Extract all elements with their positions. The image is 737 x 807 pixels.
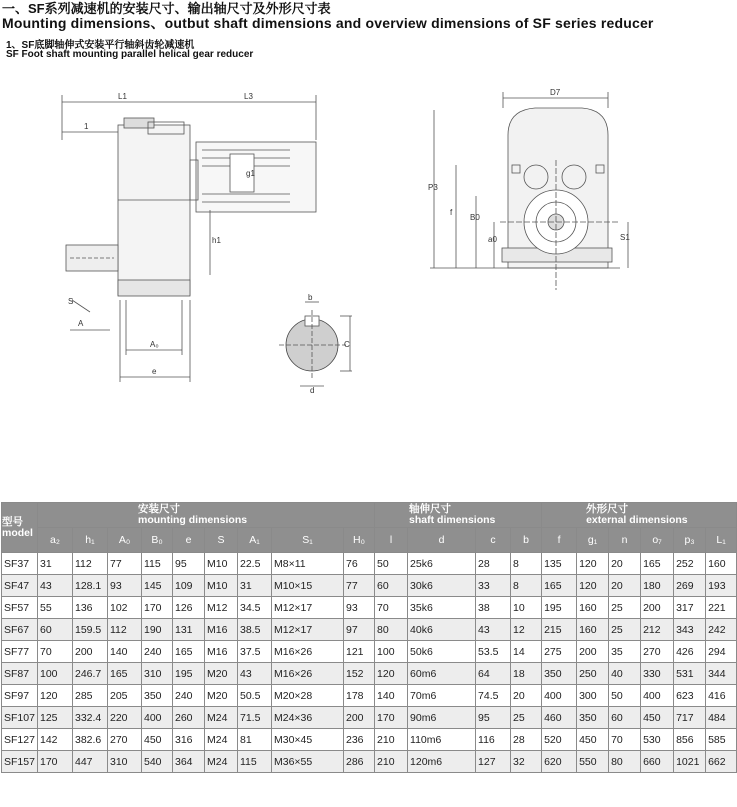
- table-cell: 215: [542, 619, 577, 641]
- table-cell: M20: [205, 663, 238, 685]
- col-header: g₁: [577, 528, 609, 553]
- table-cell: 165: [542, 575, 577, 597]
- table-row: [2, 619, 737, 641]
- table-cell: 585: [706, 729, 737, 751]
- table-cell: 53.5: [476, 641, 511, 663]
- group-mounting-en: mounting dimensions: [138, 514, 248, 526]
- table-cell: 316: [173, 729, 205, 751]
- table-cell: 160: [577, 619, 609, 641]
- label-l3: L3: [244, 92, 253, 101]
- table-cell: 550: [577, 751, 609, 773]
- model-header-en: model: [2, 526, 33, 539]
- table-cell: 136: [73, 597, 108, 619]
- table-cell: 35k6: [408, 597, 476, 619]
- table-cell: 350: [142, 685, 173, 707]
- label-h1: h1: [212, 236, 221, 245]
- table-cell: 350: [542, 663, 577, 685]
- col-header: e: [173, 528, 205, 553]
- table-cell: 120m6: [408, 751, 476, 773]
- table-cell: 100: [38, 663, 73, 685]
- table-cell: 31: [238, 575, 272, 597]
- label-s: S: [68, 297, 74, 306]
- table-cell: 95: [173, 553, 205, 575]
- table-cell: 43: [38, 575, 73, 597]
- table-cell: 364: [173, 751, 205, 773]
- table-cell: 270: [641, 641, 674, 663]
- table-row: [2, 729, 737, 751]
- label-s1: S1: [620, 233, 630, 242]
- table-cell: 110m6: [408, 729, 476, 751]
- col-header: S: [205, 528, 238, 553]
- label-d: d: [310, 386, 315, 395]
- table-cell: M24×36: [272, 707, 344, 729]
- model-header-cn: 型号: [2, 515, 23, 528]
- table-cell: 450: [577, 729, 609, 751]
- table-cell: M24: [205, 707, 238, 729]
- col-header: n: [609, 528, 641, 553]
- model-header: [2, 503, 38, 553]
- col-header: c: [476, 528, 511, 553]
- table-cell: M16×26: [272, 663, 344, 685]
- table-cell: 31: [38, 553, 73, 575]
- col-header: d: [408, 528, 476, 553]
- label-e: e: [152, 367, 157, 376]
- table-row: [2, 641, 737, 663]
- table-cell: 460: [542, 707, 577, 729]
- group-external-en: external dimensions: [586, 514, 688, 526]
- table-cell: 77: [344, 575, 375, 597]
- model-cell: SF97: [2, 685, 38, 707]
- table-cell: 131: [173, 619, 205, 641]
- table-cell: 115: [142, 553, 173, 575]
- label-one: 1: [84, 122, 89, 131]
- label-a0: A₀: [150, 340, 159, 349]
- table-cell: 350: [577, 707, 609, 729]
- table-cell: 426: [674, 641, 706, 663]
- group-header-external: [542, 503, 737, 528]
- table-cell: 116: [476, 729, 511, 751]
- col-header: B₀: [142, 528, 173, 553]
- table-cell: 120: [375, 663, 408, 685]
- table-cell: 22.5: [238, 553, 272, 575]
- table-cell: 623: [674, 685, 706, 707]
- table-row: [2, 685, 737, 707]
- table-cell: 93: [344, 597, 375, 619]
- table-cell: 80: [609, 751, 641, 773]
- table-cell: 662: [706, 751, 737, 773]
- label-b0: B0: [470, 213, 480, 222]
- table-cell: 520: [542, 729, 577, 751]
- table-cell: 212: [641, 619, 674, 641]
- table-cell: 195: [542, 597, 577, 619]
- table-cell: 310: [108, 751, 142, 773]
- reducer-technical-drawing: [0, 80, 721, 400]
- table-cell: 10: [511, 597, 542, 619]
- table-cell: 856: [674, 729, 706, 751]
- model-cell: SF87: [2, 663, 38, 685]
- table-row: [2, 553, 737, 575]
- table-cell: 236: [344, 729, 375, 751]
- table-cell: 121: [344, 641, 375, 663]
- table-cell: 33: [476, 575, 511, 597]
- table-cell: 270: [108, 729, 142, 751]
- table-cell: 28: [476, 553, 511, 575]
- table-cell: 20: [511, 685, 542, 707]
- table-cell: 80: [375, 619, 408, 641]
- table-cell: 77: [108, 553, 142, 575]
- col-header: f: [542, 528, 577, 553]
- table-cell: 120: [577, 575, 609, 597]
- table-cell: 70: [375, 597, 408, 619]
- main-title-en: Mounting dimensions、outbut shaft dimensions and overview dimensions of SF series reducer: [2, 15, 654, 31]
- table-cell: 8: [511, 575, 542, 597]
- table-cell: 20: [609, 575, 641, 597]
- table-cell: 165: [173, 641, 205, 663]
- table-cell: M24: [205, 729, 238, 751]
- group-header-shaft: [375, 503, 542, 528]
- table-cell: 40: [609, 663, 641, 685]
- table-cell: 200: [641, 597, 674, 619]
- label-a0b: a0: [488, 235, 497, 244]
- table-cell: M10×15: [272, 575, 344, 597]
- model-cell: SF37: [2, 553, 38, 575]
- table-cell: M30×45: [272, 729, 344, 751]
- table-cell: 200: [577, 641, 609, 663]
- table-cell: 43: [476, 619, 511, 641]
- table-cell: 20: [609, 553, 641, 575]
- table-cell: 100: [375, 641, 408, 663]
- table-body: [2, 553, 737, 773]
- table-cell: 140: [375, 685, 408, 707]
- table-cell: 170: [142, 597, 173, 619]
- group-shaft-en: shaft dimensions: [409, 514, 496, 526]
- table-cell: 450: [641, 707, 674, 729]
- table-cell: 25: [511, 707, 542, 729]
- table-cell: M12×17: [272, 619, 344, 641]
- table-cell: 246.7: [73, 663, 108, 685]
- table-cell: 95: [476, 707, 511, 729]
- col-header: o₇: [641, 528, 674, 553]
- table-cell: 240: [173, 685, 205, 707]
- table-cell: 152: [344, 663, 375, 685]
- model-cell: SF57: [2, 597, 38, 619]
- table-cell: 310: [142, 663, 173, 685]
- table-cell: 145: [142, 575, 173, 597]
- table-cell: M12×17: [272, 597, 344, 619]
- table-cell: M10: [205, 553, 238, 575]
- table-cell: 285: [73, 685, 108, 707]
- table-cell: 540: [142, 751, 173, 773]
- table-cell: 165: [108, 663, 142, 685]
- table-cell: 300: [577, 685, 609, 707]
- table-cell: M16: [205, 619, 238, 641]
- group-mounting-cn: 安装尺寸: [138, 503, 180, 515]
- table-cell: 531: [674, 663, 706, 685]
- label-p3: P3: [428, 183, 438, 192]
- table-cell: 125: [38, 707, 73, 729]
- table-cell: 8: [511, 553, 542, 575]
- label-a: A: [78, 319, 84, 328]
- table-cell: 50.5: [238, 685, 272, 707]
- table-cell: 34.5: [238, 597, 272, 619]
- table-cell: 260: [173, 707, 205, 729]
- table-cell: 90m6: [408, 707, 476, 729]
- label-b: b: [308, 293, 313, 302]
- column-header-row: [2, 528, 737, 553]
- col-header: l: [375, 528, 408, 553]
- table-cell: 97: [344, 619, 375, 641]
- table-cell: 32: [511, 751, 542, 773]
- table-cell: 81: [238, 729, 272, 751]
- table-cell: 717: [674, 707, 706, 729]
- table-cell: 38.5: [238, 619, 272, 641]
- table-cell: 447: [73, 751, 108, 773]
- col-header: h₁: [73, 528, 108, 553]
- section-title-en: SF Foot shaft mounting parallel helical gear reducer: [6, 49, 254, 60]
- model-cell: SF107: [2, 707, 38, 729]
- end-view: [430, 92, 628, 290]
- table-cell: 1021: [674, 751, 706, 773]
- table-cell: 210: [375, 729, 408, 751]
- table-cell: 269: [674, 575, 706, 597]
- label-c: C: [344, 340, 350, 349]
- table-cell: 242: [706, 619, 737, 641]
- table-row: [2, 707, 737, 729]
- table-cell: 74.5: [476, 685, 511, 707]
- table-cell: 37.5: [238, 641, 272, 663]
- table-cell: 50: [375, 553, 408, 575]
- table-cell: 120: [38, 685, 73, 707]
- table-cell: 112: [108, 619, 142, 641]
- table-cell: 330: [641, 663, 674, 685]
- table-cell: 50k6: [408, 641, 476, 663]
- table-cell: 102: [108, 597, 142, 619]
- table-cell: 135: [542, 553, 577, 575]
- table-cell: 286: [344, 751, 375, 773]
- table-cell: 70: [609, 729, 641, 751]
- label-g1: g1: [246, 169, 255, 178]
- table-cell: 180: [641, 575, 674, 597]
- table-cell: 200: [73, 641, 108, 663]
- group-external-cn: 外形尺寸: [586, 503, 629, 515]
- table-cell: 160: [577, 597, 609, 619]
- table-cell: 93: [108, 575, 142, 597]
- table-cell: 165: [641, 553, 674, 575]
- table-cell: M16: [205, 641, 238, 663]
- col-header: A₀: [108, 528, 142, 553]
- table-cell: 60: [609, 707, 641, 729]
- table-cell: 30k6: [408, 575, 476, 597]
- table-cell: M20: [205, 685, 238, 707]
- table-cell: 126: [173, 597, 205, 619]
- table-cell: 400: [542, 685, 577, 707]
- table-cell: 160: [706, 553, 737, 575]
- label-f: f: [450, 208, 453, 217]
- table-cell: 382.6: [73, 729, 108, 751]
- col-header: L₁: [706, 528, 737, 553]
- table-cell: 35: [609, 641, 641, 663]
- col-header: p₃: [674, 528, 706, 553]
- table-cell: M10: [205, 575, 238, 597]
- label-d7: D7: [550, 88, 561, 97]
- table-cell: 25: [609, 597, 641, 619]
- side-view: [62, 95, 316, 382]
- table-cell: 344: [706, 663, 737, 685]
- table-row: [2, 575, 737, 597]
- table-cell: 220: [108, 707, 142, 729]
- table-cell: 620: [542, 751, 577, 773]
- table-cell: 115: [238, 751, 272, 773]
- table-cell: 142: [38, 729, 73, 751]
- table-cell: 128.1: [73, 575, 108, 597]
- table-cell: 210: [375, 751, 408, 773]
- table-row: [2, 663, 737, 685]
- table-cell: 60: [375, 575, 408, 597]
- table-cell: 112: [73, 553, 108, 575]
- table-cell: 18: [511, 663, 542, 685]
- table-cell: 64: [476, 663, 511, 685]
- model-cell: SF47: [2, 575, 38, 597]
- table-cell: 240: [142, 641, 173, 663]
- table-cell: 109: [173, 575, 205, 597]
- table-cell: 60: [38, 619, 73, 641]
- table-cell: 43: [238, 663, 272, 685]
- col-header: a₂: [38, 528, 73, 553]
- table-cell: 28: [511, 729, 542, 751]
- table-cell: 416: [706, 685, 737, 707]
- table-row: [2, 597, 737, 619]
- table-cell: 660: [641, 751, 674, 773]
- table-cell: 70: [38, 641, 73, 663]
- table-cell: 200: [344, 707, 375, 729]
- table-cell: 193: [706, 575, 737, 597]
- col-header: b: [511, 528, 542, 553]
- col-header: H₀: [344, 528, 375, 553]
- table-cell: 25k6: [408, 553, 476, 575]
- model-cell: SF157: [2, 751, 38, 773]
- col-header: S₁: [272, 528, 344, 553]
- table-cell: 205: [108, 685, 142, 707]
- dimensions-table: [1, 502, 737, 773]
- table-cell: 55: [38, 597, 73, 619]
- table-cell: 190: [142, 619, 173, 641]
- main-title-cn: 一、SF系列减速机的安装尺寸、输出轴尺寸及外形尺寸表: [2, 1, 331, 16]
- table-cell: 221: [706, 597, 737, 619]
- table-cell: 275: [542, 641, 577, 663]
- table-cell: 332.4: [73, 707, 108, 729]
- table-cell: 294: [706, 641, 737, 663]
- table-cell: 40k6: [408, 619, 476, 641]
- table-row: [2, 751, 737, 773]
- group-header-mounting: [38, 503, 375, 528]
- col-header: A₁: [238, 528, 272, 553]
- table-cell: 14: [511, 641, 542, 663]
- table-cell: 120: [577, 553, 609, 575]
- table-cell: 450: [142, 729, 173, 751]
- section-title-cn: 1、SF底脚轴伸式安装平行轴斜齿轮减速机: [6, 40, 195, 51]
- model-cell: SF127: [2, 729, 38, 751]
- shaft-section: [279, 302, 352, 386]
- table-cell: 159.5: [73, 619, 108, 641]
- table-cell: 38: [476, 597, 511, 619]
- table-cell: 195: [173, 663, 205, 685]
- table-cell: 71.5: [238, 707, 272, 729]
- table-cell: 484: [706, 707, 737, 729]
- table-cell: 530: [641, 729, 674, 751]
- label-l1: L1: [118, 92, 127, 101]
- model-cell: SF67: [2, 619, 38, 641]
- table-cell: M16×26: [272, 641, 344, 663]
- model-cell: SF77: [2, 641, 38, 663]
- table-cell: 25: [609, 619, 641, 641]
- table-cell: 252: [674, 553, 706, 575]
- table-cell: 170: [38, 751, 73, 773]
- table-cell: M8×11: [272, 553, 344, 575]
- table-cell: 170: [375, 707, 408, 729]
- table-cell: 343: [674, 619, 706, 641]
- table-cell: 250: [577, 663, 609, 685]
- table-cell: 50: [609, 685, 641, 707]
- table-cell: 12: [511, 619, 542, 641]
- table-cell: 400: [142, 707, 173, 729]
- table-cell: 127: [476, 751, 511, 773]
- table-cell: 400: [641, 685, 674, 707]
- table-cell: 140: [108, 641, 142, 663]
- table-cell: 178: [344, 685, 375, 707]
- group-shaft-cn: 轴伸尺寸: [409, 503, 452, 515]
- table-cell: 317: [674, 597, 706, 619]
- table-cell: 60m6: [408, 663, 476, 685]
- table-cell: 70m6: [408, 685, 476, 707]
- table-cell: M12: [205, 597, 238, 619]
- table-cell: M20×28: [272, 685, 344, 707]
- table-cell: M36×55: [272, 751, 344, 773]
- table-cell: M24: [205, 751, 238, 773]
- table-cell: 76: [344, 553, 375, 575]
